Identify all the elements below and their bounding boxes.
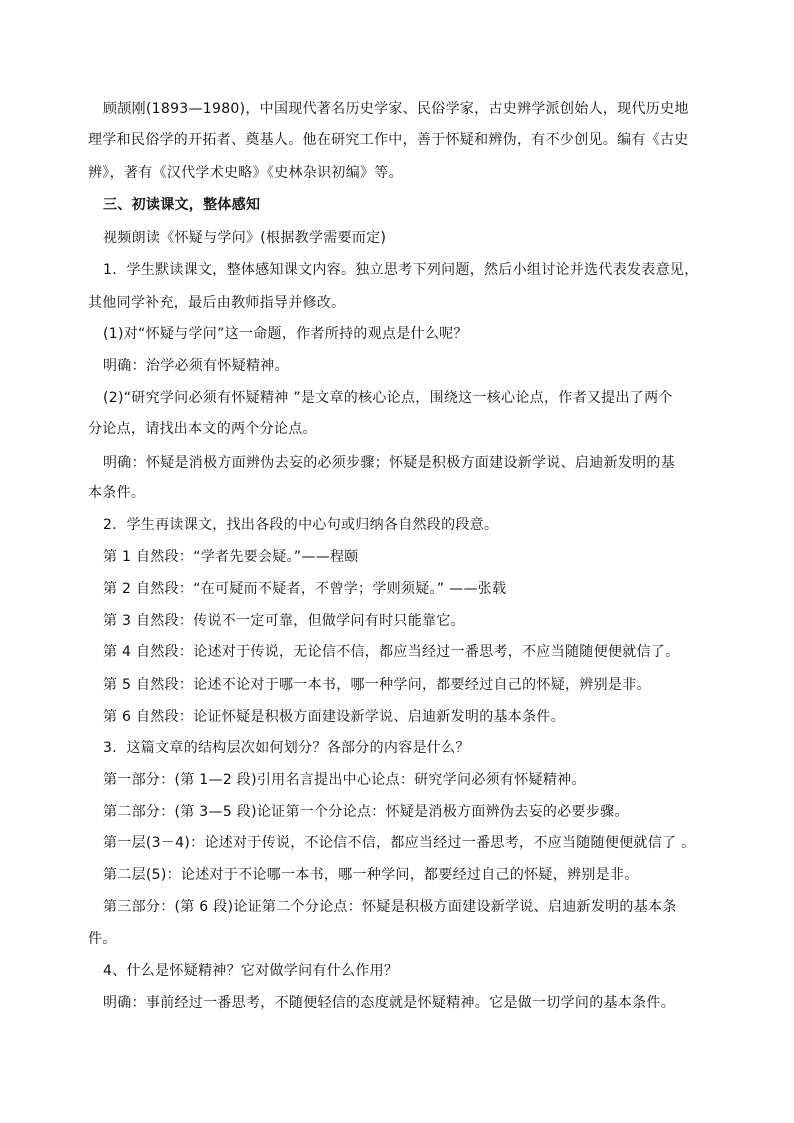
structure-line: 第一部分：(第 1—2 段)引用名言提出中心论点：研究学问必须有怀疑精神。 xyxy=(103,772,586,788)
question-line: 2．学生再读课文，找出各段的中心句或归纳各自然段的段意。 xyxy=(103,517,499,533)
paragraph-line: 顾颉刚(1893—1980)，中国现代著名历史学家、民俗学家，古史辨学派创始人，现代历史地 xyxy=(103,101,689,117)
sub-question-line: (1)对“怀疑与学问”这一命题，作者所持的观点是什么呢？ xyxy=(103,326,468,342)
paragraph-line: 分论点，请找出本文的两个分论点。 xyxy=(88,421,317,437)
question-line: 4、什么是怀疑精神？它对做学问有什么作用？ xyxy=(103,963,399,979)
paragraph-line: 辨》，著有《汉代学术史略》《史林杂识初编》等。 xyxy=(88,165,403,181)
paragraph-summary-line: 第 3 自然段：传说不一定可靠，但做学问有时只能靠它。 xyxy=(103,613,465,629)
sub-question-line: (2)“研究学问必须有怀疑精神 ”是文章的核心论点，围绕这一核心论点，作者又提出了两个 xyxy=(103,390,673,406)
structure-line: 第二部分：(第 3—5 段)论证第一个分论点：怀疑是消极方面辨伪去妄的必要步骤。 xyxy=(103,804,629,820)
paragraph-line: 本条件。 xyxy=(88,485,146,501)
paragraph-line: 件。 xyxy=(88,931,117,947)
paragraph-summary-line: 第 6 自然段：论证怀疑是积极方面建设新学说、启迪新发明的基本条件。 xyxy=(103,709,566,725)
paragraph-line: 理学和民俗学的开拓者、奠基人。他在研究工作中，善于怀疑和辨伪，有不少创见。编有《古史 xyxy=(88,132,689,148)
question-line: 1．学生默读课文，整体感知课文内容。独立思考下列问题，然后小组讨论并选代表发表意见， xyxy=(103,262,699,278)
paragraph-summary-line: 第 5 自然段：论述不论对于哪一本书，哪一种学问，都要经过自己的怀疑，辨别是非。 xyxy=(103,677,651,693)
answer-line: 明确：治学必须有怀疑精神。 xyxy=(103,358,289,374)
answer-line: 明确：事前经过一番思考，不随便轻信的态度就是怀疑精神。它是做一切学问的基本条件。 xyxy=(103,995,675,1011)
section-heading: 三、初读课文，整体感知 xyxy=(103,197,261,213)
structure-line: 第二层(5)：论述对于不论哪一本书，哪一种学问，都要经过自己的怀疑，辨别是非。 xyxy=(103,867,639,883)
structure-line: 第三部分：(第 6 段)论证第二个分论点：怀疑是积极方面建设新学说、启迪新发明的基本条 xyxy=(103,899,677,915)
paragraph-summary-line: 第 1 自然段：“学者先要会疑。”——程颐 xyxy=(103,549,359,565)
paragraph-summary-line: 第 4 自然段：论述对于传说，无论信不信，都应当经过一番思考，不应当随随便便就信了。 xyxy=(103,644,680,660)
paragraph-line: 视频朗读《怀疑与学问》(根据教学需要而定) xyxy=(103,230,387,246)
answer-line: 明确：怀疑是消极方面辨伪去妄的必须步骤；怀疑是积极方面建设新学说、启迪新发明的基 xyxy=(103,455,675,471)
paragraph-line: 其他同学补充，最后由教师指导并修改。 xyxy=(88,295,346,311)
structure-line: 第一层(3－4)：论述对于传说，不论信不信，都应当经过一番思考，不应当随随便便就信了 。 xyxy=(103,835,696,851)
paragraph-summary-line: 第 2 自然段：“在可疑而不疑者，不曾学；学则须疑。” ——张载 xyxy=(103,581,507,597)
question-line: 3．这篇文章的结构层次如何划分？各部分的内容是什么？ xyxy=(103,740,470,756)
